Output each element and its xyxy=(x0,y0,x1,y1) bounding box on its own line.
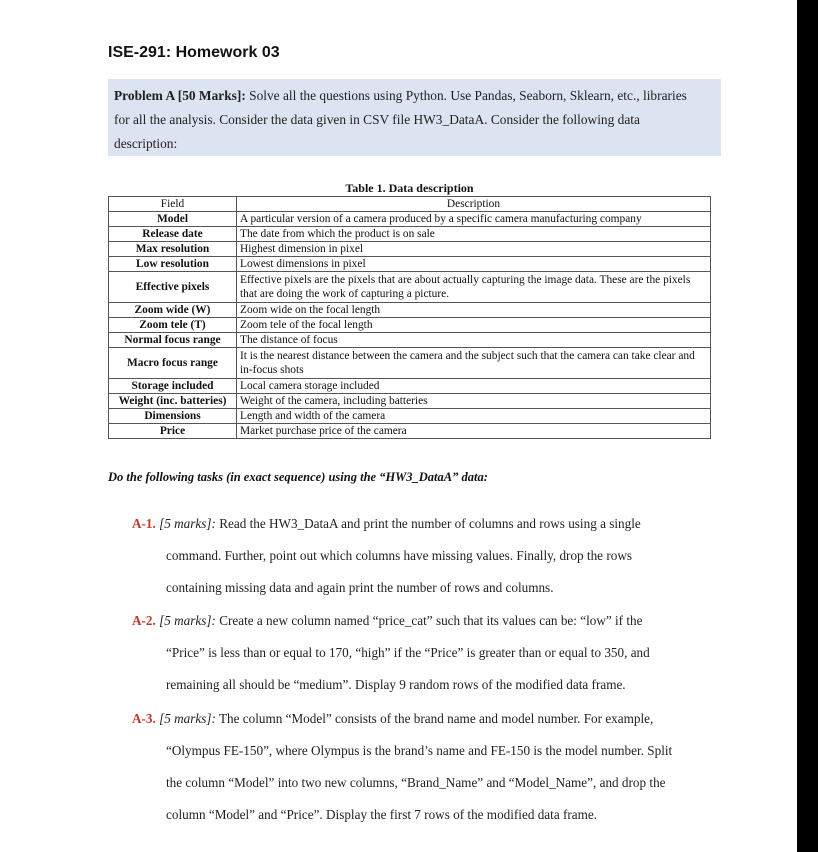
task-marks: [5 marks]: xyxy=(159,613,216,628)
table-row xyxy=(109,424,711,439)
table-row xyxy=(109,348,711,379)
table-row xyxy=(109,394,711,409)
table-row xyxy=(109,333,711,348)
problem-text-line: for all the analysis. Consider the data given in CSV file HW3_DataA. Consider the following data xyxy=(114,112,640,127)
task-line: command. Further, point out which columns have missing values. Finally, drop the rows xyxy=(166,548,632,563)
task-line xyxy=(132,605,712,637)
table-row xyxy=(109,257,711,272)
description-cell: The distance of focus xyxy=(237,333,711,348)
field-cell: Weight (inc. batteries) xyxy=(109,394,237,409)
task-line: remaining all should be “medium”. Display 9 random rows of the modified data frame. xyxy=(166,677,626,692)
description-cell: Zoom tele of the focal length xyxy=(237,318,711,333)
task-a3 xyxy=(132,703,712,831)
description-cell: Highest dimension in pixel xyxy=(237,242,711,257)
task-line: “Price” is less than or equal to 170, “high” if the “Price” is greater than or equal to 350, and xyxy=(166,645,650,660)
table-row xyxy=(109,409,711,424)
description-cell: Weight of the camera, including batteries xyxy=(237,394,711,409)
field-cell: Max resolution xyxy=(109,242,237,257)
description-cell: Market purchase price of the camera xyxy=(237,424,711,439)
task-marks: [5 marks]: xyxy=(159,711,216,726)
task-line: containing missing data and again print the number of rows and columns. xyxy=(166,580,554,595)
field-cell: Effective pixels xyxy=(109,272,237,303)
field-cell: Low resolution xyxy=(109,257,237,272)
page-title: ISE-291: Homework 03 xyxy=(108,44,280,61)
task-text: Read the HW3_DataA and print the number of columns and rows using a single xyxy=(215,516,641,531)
problem-text-line: description: xyxy=(114,136,178,151)
task-marks: [5 marks]: xyxy=(159,516,216,531)
description-cell: A particular version of a camera produced by a specific camera manufacturing company xyxy=(237,212,711,227)
field-cell: Storage included xyxy=(109,379,237,394)
description-cell: Local camera storage included xyxy=(237,379,711,394)
field-cell: Zoom tele (T) xyxy=(109,318,237,333)
problem-text-line: Solve all the questions using Python. Use Pandas, Seaborn, Sklearn, etc., libraries xyxy=(245,88,687,103)
table-caption: Table 1. Data description xyxy=(345,181,474,195)
task-line xyxy=(132,508,712,540)
task-a1 xyxy=(132,508,712,604)
field-cell: Model xyxy=(109,212,237,227)
description-cell: The date from which the product is on sale xyxy=(237,227,711,242)
data-description-table xyxy=(108,196,711,439)
field-cell: Normal focus range xyxy=(109,333,237,348)
table-row xyxy=(109,212,711,227)
task-text: The column “Model” consists of the brand name and model number. For example, xyxy=(215,711,654,726)
field-cell: Release date xyxy=(109,227,237,242)
problem-statement xyxy=(114,84,717,156)
table-row xyxy=(109,242,711,257)
field-cell: Zoom wide (W) xyxy=(109,303,237,318)
task-line: the column “Model” into two new columns, “Brand_Name” and “Model_Name”, and drop the xyxy=(166,775,666,790)
task-a2 xyxy=(132,605,712,701)
table-row xyxy=(109,303,711,318)
table-row xyxy=(109,272,711,303)
description-cell: Effective pixels are the pixels that are about actually capturing the image data. These are the pixels that are doing the work of capturing a picture. xyxy=(237,272,711,303)
problem-statement-box xyxy=(108,79,721,156)
task-number: A-3. xyxy=(132,711,156,726)
table-row xyxy=(109,318,711,333)
task-line xyxy=(132,703,712,735)
task-line: “Olympus FE-150”, where Olympus is the brand’s name and FE-150 is the model number. Split xyxy=(166,743,673,758)
description-cell: Lowest dimensions in pixel xyxy=(237,257,711,272)
problem-label: Problem A [50 Marks]: xyxy=(114,88,246,103)
task-number: A-1. xyxy=(132,516,156,531)
field-cell: Price xyxy=(109,424,237,439)
column-header-field: Field xyxy=(109,197,237,212)
task-line: column “Model” and “Price”. Display the first 7 rows of the modified data frame. xyxy=(166,807,598,822)
table-row xyxy=(109,227,711,242)
field-cell: Dimensions xyxy=(109,409,237,424)
description-cell: Zoom wide on the focal length xyxy=(237,303,711,318)
task-text: Create a new column named “price_cat” such that its values can be: “low” if the xyxy=(215,613,643,628)
field-cell: Macro focus range xyxy=(109,348,237,379)
tasks-heading: Do the following tasks (in exact sequence) using the “HW3_DataA” data: xyxy=(108,470,488,484)
table-header-row xyxy=(109,197,711,212)
task-number: A-2. xyxy=(132,613,156,628)
description-cell: Length and width of the camera xyxy=(237,409,711,424)
description-cell: It is the nearest distance between the camera and the subject such that the camera can take clear and in-focus shots xyxy=(237,348,711,379)
table-row xyxy=(109,379,711,394)
column-header-description: Description xyxy=(237,197,711,212)
